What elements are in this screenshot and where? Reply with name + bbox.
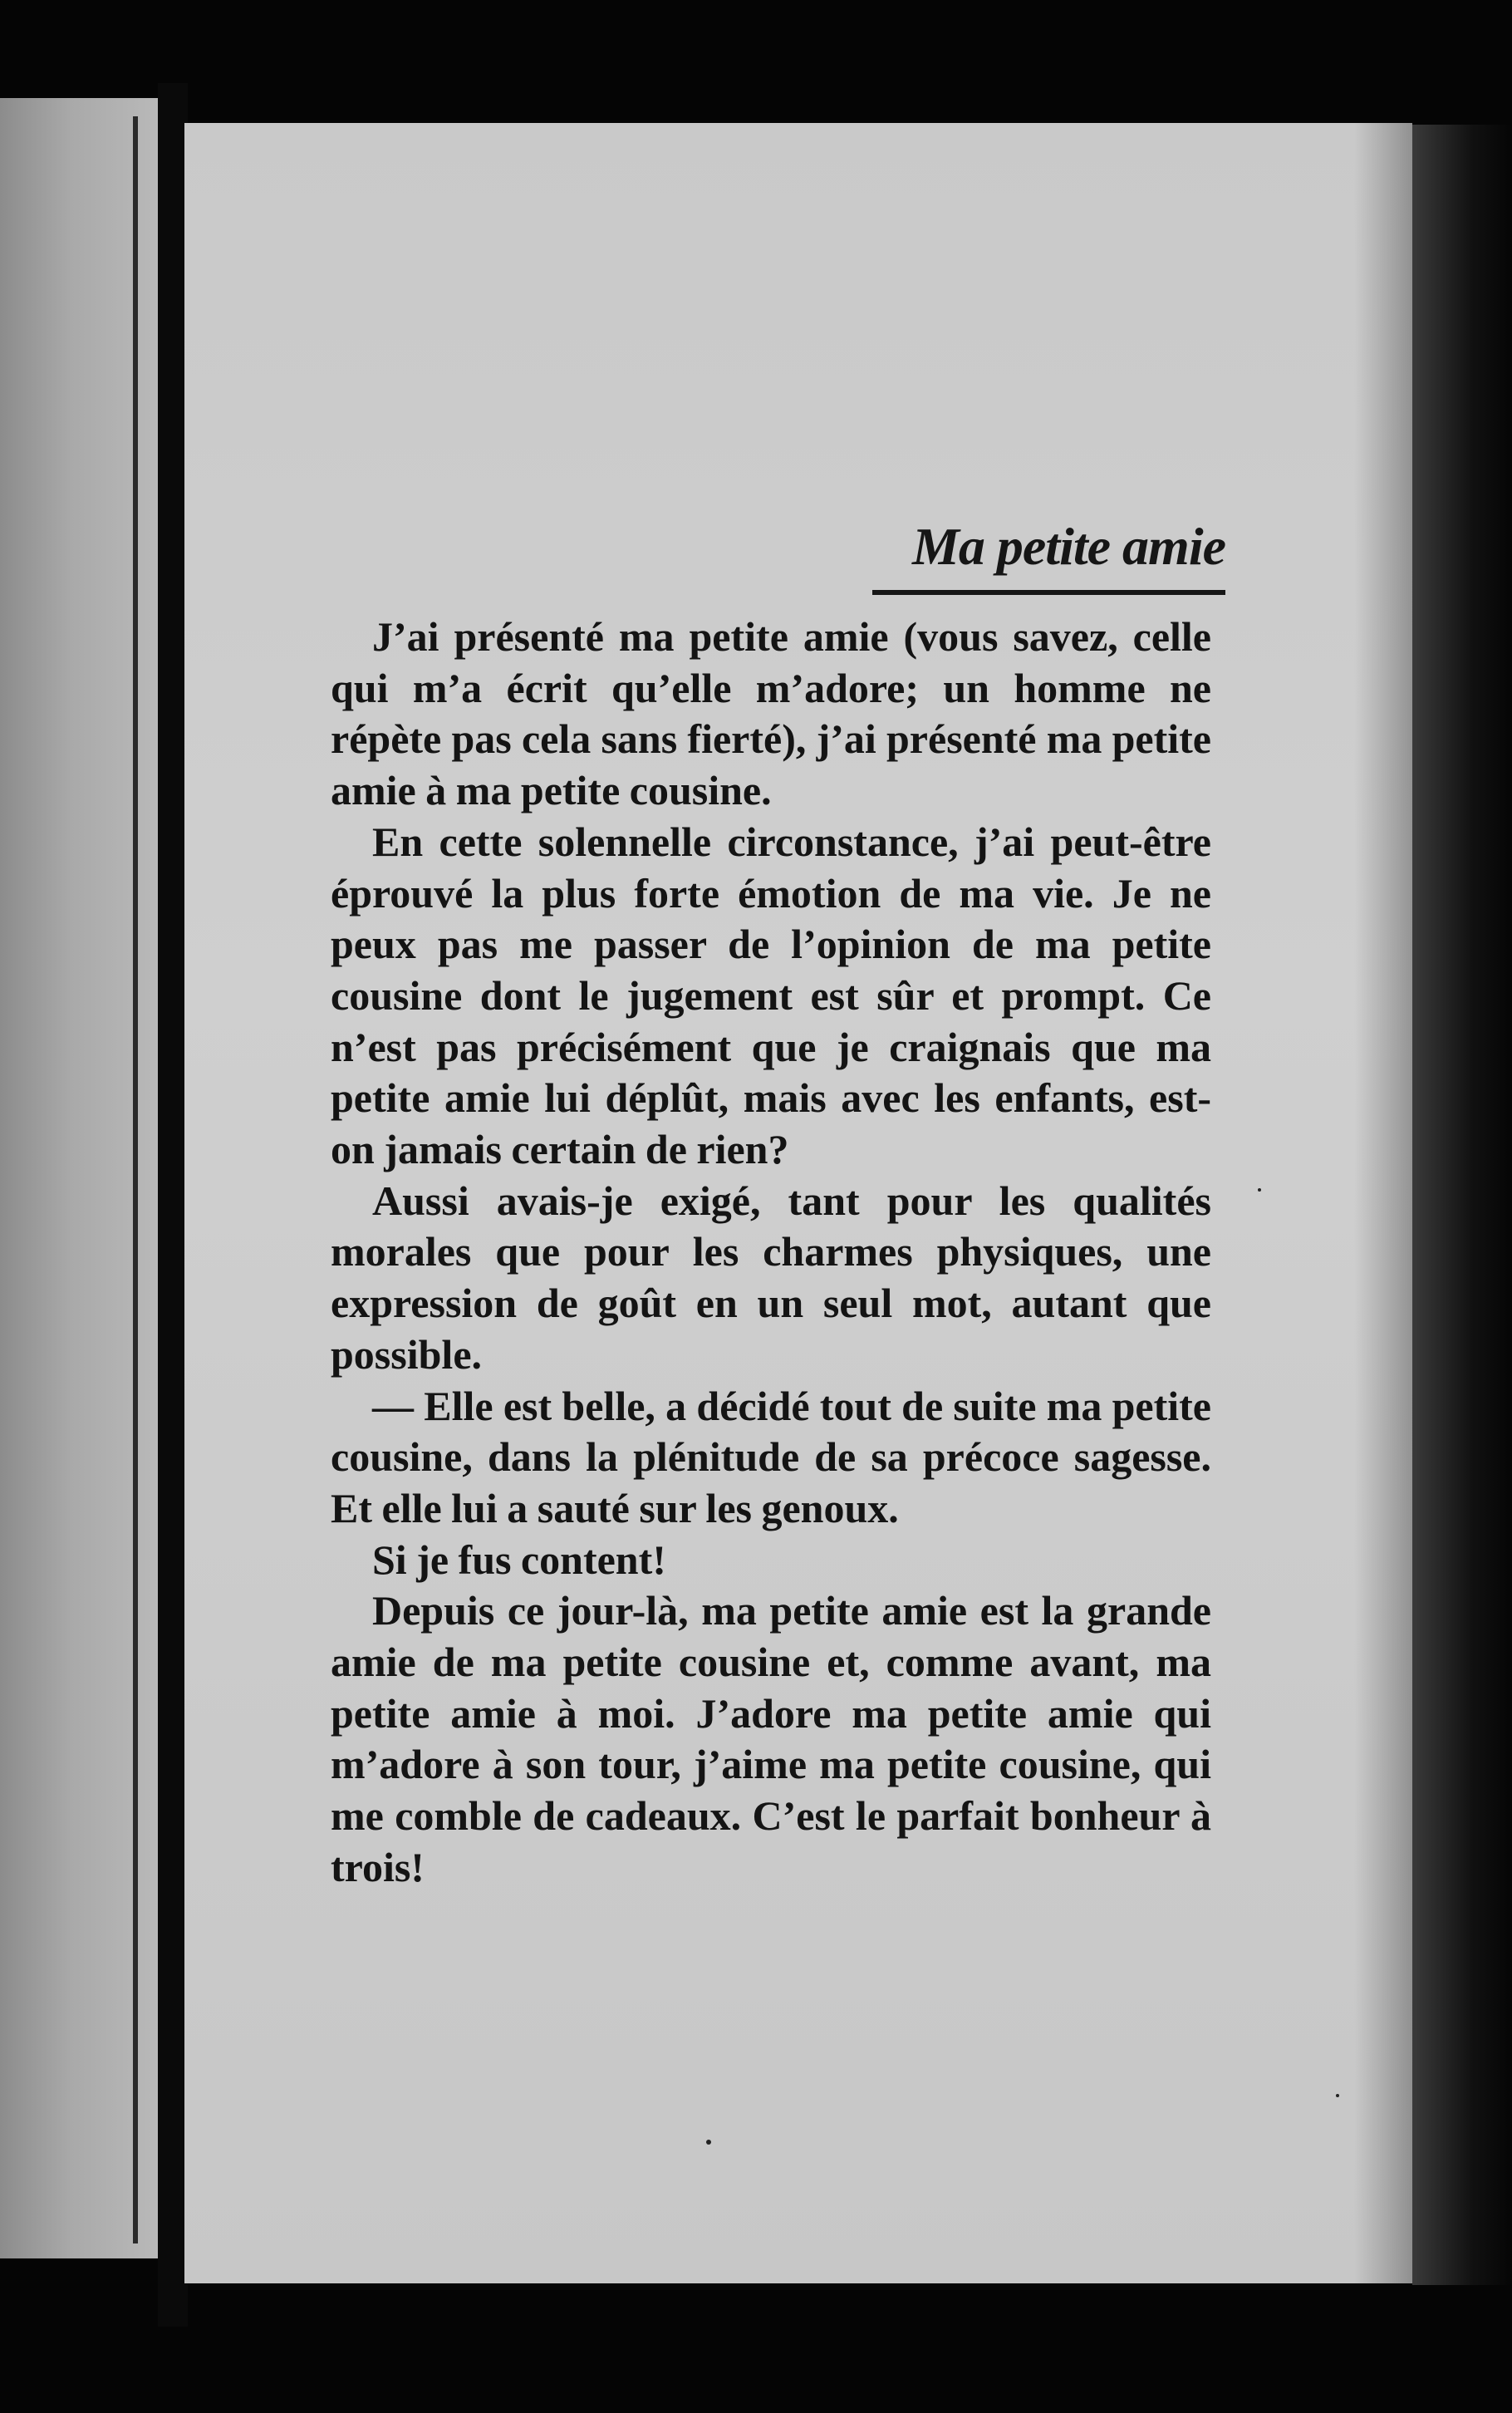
- body-text: [331, 612, 1211, 1894]
- paragraph: Aussi avais-je exigé, tant pour les qualités morales que pour les charmes physiques, une expression de goût en un seul mot, autant que possible.: [331, 1177, 1211, 1378]
- paragraph: Depuis ce jour-là, ma petite amie est la grande amie de ma petite cousine et, comme avant, ma petite amie à moi. J’adore ma petite amie qui m’adore à son tour, j’aime ma petite cousine, qui me comble de cadeaux. C’est le parfait bonheur à trois!: [331, 1587, 1211, 1890]
- paragraph: En cette solennelle circonstance, j’ai peut-être éprouvé la plus forte émotion de ma vie. Je ne peux pas me passer de l’opinion de ma petite cousine dont le jugement est sûr et prompt. Ce n’est pas précisément que je craignais que ma petite amie lui déplût, mais avec les enfants, est-on jamais certain de rien?: [331, 818, 1211, 1173]
- ink-speck: [1336, 2094, 1339, 2097]
- title-underline: [872, 590, 1225, 595]
- facing-page-rule: [133, 116, 138, 2243]
- paragraph: Si je fus content!: [372, 1536, 666, 1583]
- page-title: Ma petite amie: [911, 517, 1225, 576]
- paragraph: J’ai présenté ma petite amie (vous savez, celle qui m’a écrit qu’elle m’adore; un homme ne répète pas cela sans fierté), j’ai présenté ma petite amie à ma petite cousine.: [331, 613, 1211, 814]
- binding-gutter: [158, 83, 188, 2327]
- paragraph: — Elle est belle, a décidé tout de suite ma petite cousine, dans la plénitude de sa précoce sagesse. Et elle lui a sauté sur les genoux.: [331, 1382, 1211, 1531]
- page-edge-shadow: [1412, 125, 1512, 2285]
- ink-speck: [1258, 1188, 1261, 1192]
- ink-speck: [706, 2140, 711, 2145]
